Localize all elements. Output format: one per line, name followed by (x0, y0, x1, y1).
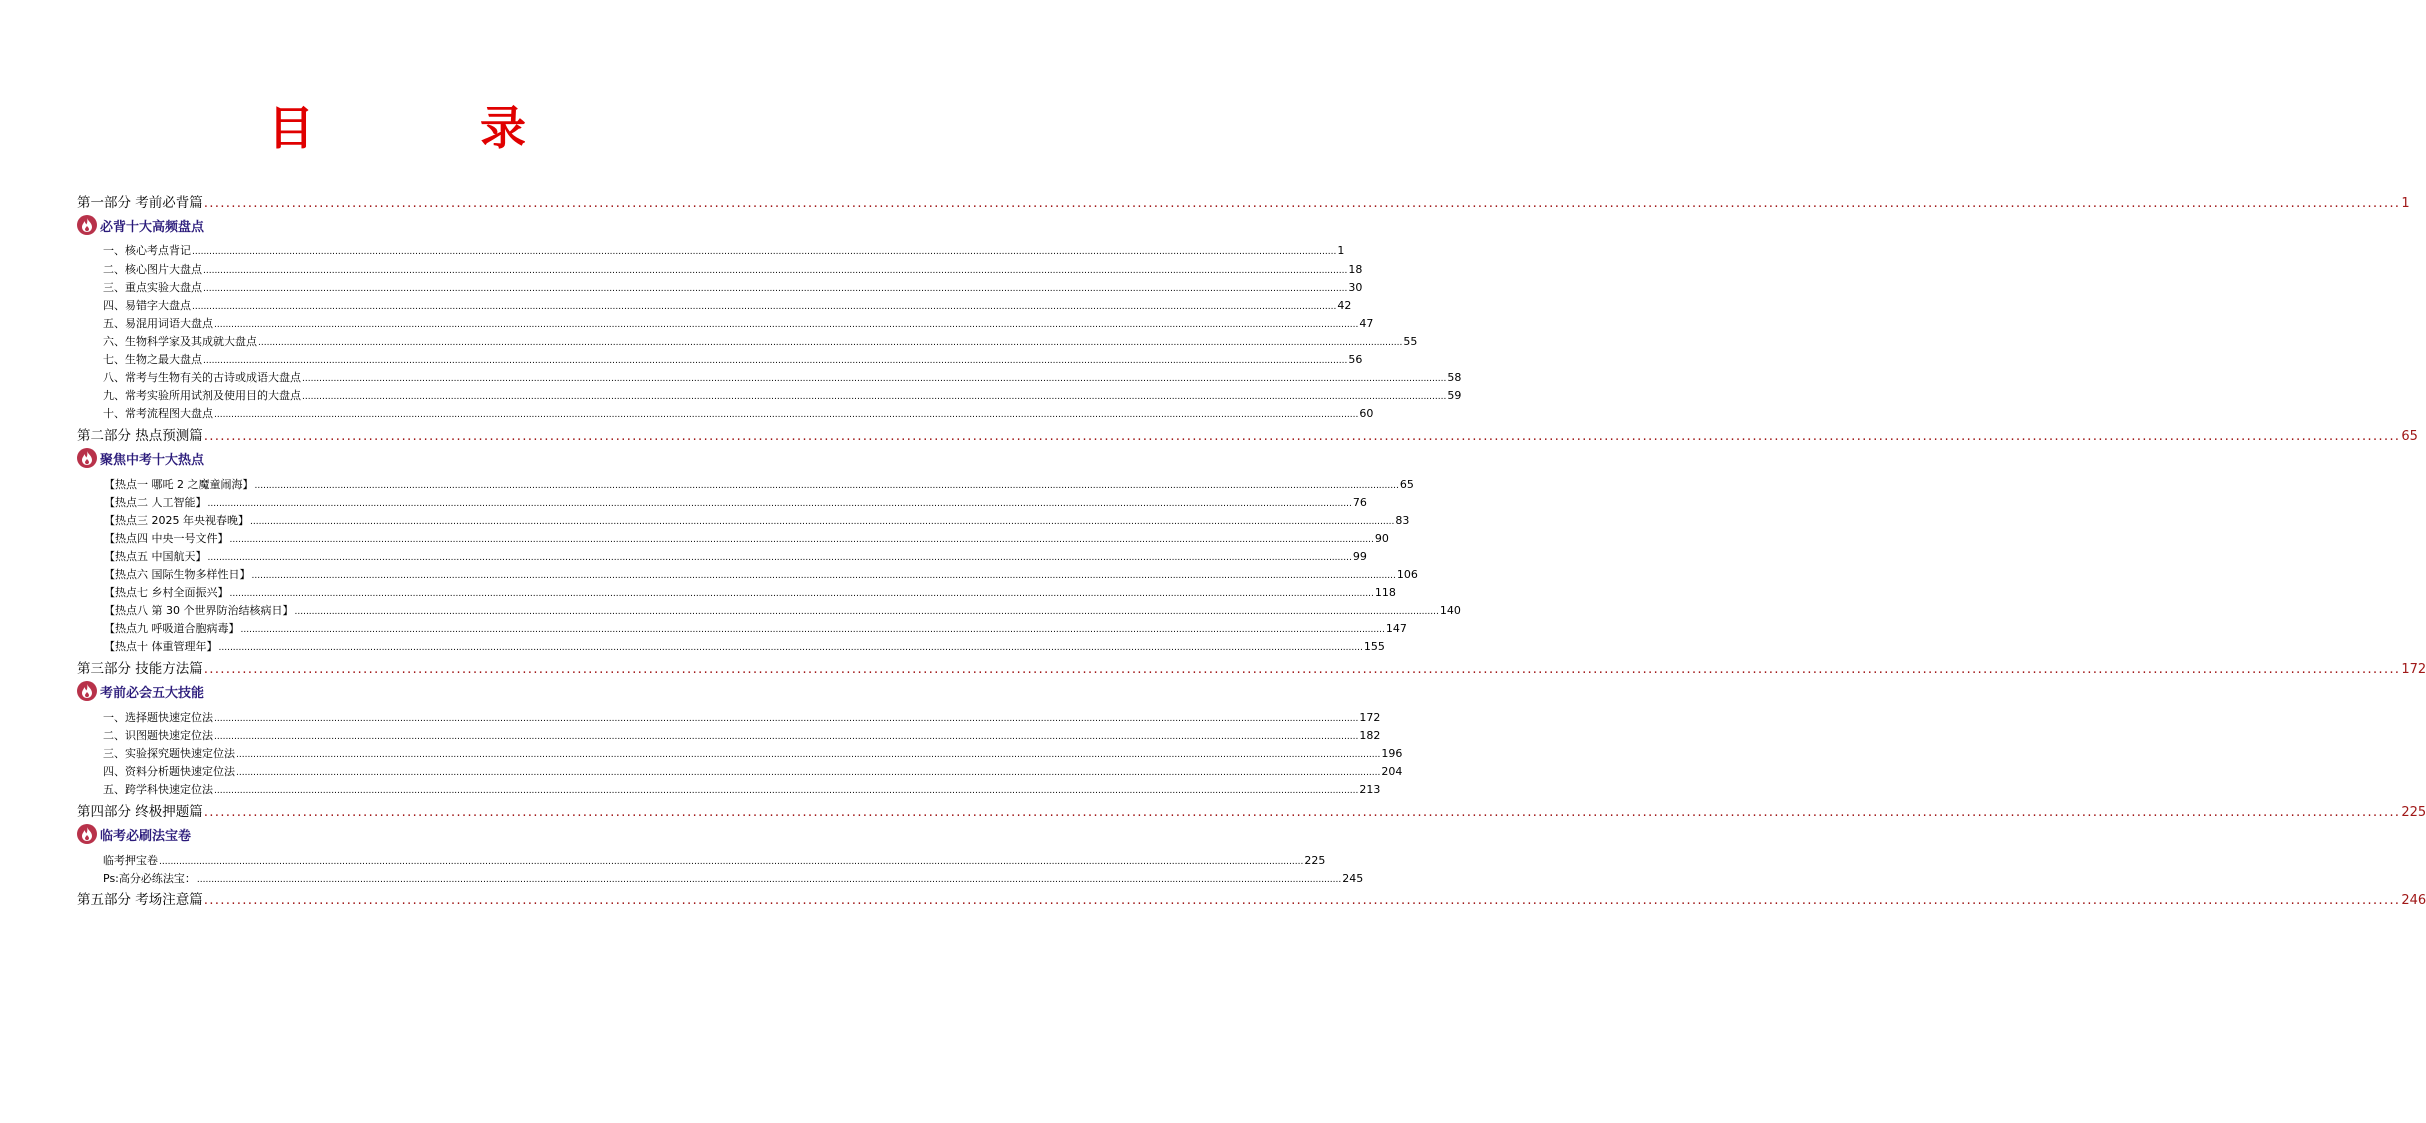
dot-leader: ................................................................................................................................................................................................................................................................................................................................................................................................................ (192, 302, 1337, 312)
toc-item-10-label: 十、常考流程图大盘点 (103, 407, 213, 420)
dot-leader: ................................................................................................................................................................................................................................................................................................................................................................................................................ (207, 553, 1352, 563)
toc-item-24[interactable] (103, 763, 1403, 779)
toc-item-22-label: 二、识图题快速定位法 (103, 729, 213, 742)
section-heading-label: 临考必刷法宝卷 (100, 828, 192, 844)
section-heading-2 (77, 447, 204, 469)
page-title: 目 录 (268, 101, 586, 155)
flame-icon (77, 215, 97, 235)
toc-item-11-page-number: 65 (1399, 478, 1414, 491)
toc-item-7-label: 七、生物之最大盘点 (103, 353, 202, 366)
toc-item-4[interactable] (103, 297, 1352, 313)
dot-leader: ................................................................................................................................................................................................................................................................................................................................................................................................................ (229, 535, 1374, 545)
toc-item-8-page-number: 58 (1447, 371, 1462, 384)
section-heading-3 (77, 680, 204, 702)
toc-part-1[interactable] (77, 191, 2410, 211)
dot-leader: ................................................................................................................................................................................................................................................................................................................................................................................................................ (229, 589, 1374, 599)
section-heading-4 (77, 823, 191, 845)
toc-item-1-label: 一、核心考点背记 (103, 244, 191, 257)
dot-leader: ................................................................................................................................................................................................................................................................................................................................................................................................................ (214, 320, 1359, 330)
toc-part-1-page-number: 1 (2401, 196, 2410, 211)
toc-item-20-page-number: 155 (1363, 640, 1385, 653)
toc-item-9-page-number: 59 (1447, 389, 1462, 402)
section-heading-label: 必背十大高频盘点 (100, 219, 205, 235)
toc-item-3-page-number: 30 (1348, 281, 1363, 294)
dot-leader: ................................................................................................................................................................................................................................................................................................................................................................................................................ (207, 499, 1352, 509)
toc-part-2-page-number: 65 (2401, 429, 2418, 444)
section-heading-label: 考前必会五大技能 (100, 685, 205, 701)
toc-item-27-page-number: 245 (1342, 872, 1364, 885)
toc-item-19-page-number: 147 (1385, 622, 1407, 635)
toc-item-14-page-number: 90 (1374, 532, 1389, 545)
toc-item-13-page-number: 83 (1395, 514, 1410, 527)
toc-item-7[interactable] (103, 351, 1363, 367)
dot-leader: ................................................................................................................................................................................................................................................................................................................................................................................................................ (203, 428, 2401, 444)
dot-leader: ................................................................................................................................................................................................................................................................................................................................................................................................................ (240, 625, 1385, 635)
toc-item-27[interactable] (103, 870, 1364, 886)
toc-item-4-label: 四、易错字大盘点 (103, 299, 191, 312)
toc-item-5-page-number: 47 (1359, 317, 1374, 330)
toc-item-16-page-number: 106 (1396, 568, 1418, 581)
section-heading-1 (77, 214, 204, 236)
dot-leader: ................................................................................................................................................................................................................................................................................................................................................................................................................ (258, 338, 1403, 348)
toc-item-16-label: 【热点六 国际生物多样性日】 (104, 568, 251, 581)
toc-item-12-page-number: 76 (1352, 496, 1367, 509)
toc-item-25-page-number: 213 (1359, 783, 1381, 796)
toc-item-18-page-number: 140 (1439, 604, 1461, 617)
dot-leader: ................................................................................................................................................................................................................................................................................................................................................................................................................ (203, 892, 2401, 908)
toc-item-23-page-number: 196 (1381, 747, 1403, 760)
toc-part-2[interactable] (77, 424, 2418, 444)
dot-leader: ................................................................................................................................................................................................................................................................................................................................................................................................................ (214, 714, 1359, 724)
dot-leader: ................................................................................................................................................................................................................................................................................................................................................................................................................ (218, 643, 1363, 653)
toc-item-1[interactable] (103, 242, 1345, 258)
dot-leader: ................................................................................................................................................................................................................................................................................................................................................................................................................ (251, 571, 1396, 581)
dot-leader: ................................................................................................................................................................................................................................................................................................................................................................................................................ (203, 266, 1348, 276)
toc-item-12-label: 【热点二 人工智能】 (104, 496, 207, 509)
toc-item-21[interactable] (103, 709, 1381, 725)
toc-item-6-page-number: 55 (1403, 335, 1418, 348)
toc-item-14[interactable] (104, 530, 1389, 546)
toc-part-3[interactable] (77, 657, 2426, 677)
toc-item-6[interactable] (103, 333, 1418, 349)
dot-leader: ................................................................................................................................................................................................................................................................................................................................................................................................................ (214, 732, 1359, 742)
toc-item-15-page-number: 99 (1352, 550, 1367, 563)
flame-icon (77, 448, 97, 468)
dot-leader: ................................................................................................................................................................................................................................................................................................................................................................................................................ (203, 661, 2401, 677)
toc-item-13[interactable] (104, 512, 1410, 528)
toc-item-6-label: 六、生物科学家及其成就大盘点 (103, 335, 257, 348)
dot-leader: ................................................................................................................................................................................................................................................................................................................................................................................................................ (250, 517, 1395, 527)
dot-leader: ................................................................................................................................................................................................................................................................................................................................................................................................................ (203, 804, 2401, 820)
toc-item-23-label: 三、实验探究题快速定位法 (103, 747, 235, 760)
toc-item-8[interactable] (103, 369, 1462, 385)
toc-part-4-label: 第四部分 终极押题篇 (77, 804, 203, 820)
toc-item-17[interactable] (104, 584, 1396, 600)
dot-leader: ................................................................................................................................................................................................................................................................................................................................................................................................................ (196, 875, 1342, 885)
toc-item-25[interactable] (103, 781, 1381, 797)
toc-part-5-label: 第五部分 考场注意篇 (77, 892, 203, 908)
toc-item-18-label: 【热点八 第 30 个世界防治结核病日】 (104, 604, 294, 617)
dot-leader: ................................................................................................................................................................................................................................................................................................................................................................................................................ (236, 768, 1381, 778)
toc-item-11-label: 【热点一 哪吒 2 之魔童闹海】 (104, 478, 254, 491)
toc-item-12[interactable] (104, 494, 1367, 510)
toc-part-1-label: 第一部分 考前必背篇 (77, 195, 203, 211)
toc-item-23[interactable] (103, 745, 1403, 761)
toc-item-26-label: 临考押宝卷 (103, 854, 158, 867)
toc-item-13-label: 【热点三 2025 年央视春晚】 (104, 514, 249, 527)
toc-part-2-label: 第二部分 热点预测篇 (77, 428, 203, 444)
toc-item-4-page-number: 42 (1337, 299, 1352, 312)
toc-item-16[interactable] (104, 566, 1418, 582)
toc-item-27-label: Ps:高分必练法宝： (103, 872, 196, 885)
dot-leader: ................................................................................................................................................................................................................................................................................................................................................................................................................ (203, 284, 1348, 294)
toc-item-15-label: 【热点五 中国航天】 (104, 550, 207, 563)
toc-item-5-label: 五、易混用词语大盘点 (103, 317, 213, 330)
toc-item-7-page-number: 56 (1348, 353, 1363, 366)
dot-leader: ................................................................................................................................................................................................................................................................................................................................................................................................................ (236, 750, 1381, 760)
toc-item-24-page-number: 204 (1381, 765, 1403, 778)
toc-item-26-page-number: 225 (1304, 854, 1326, 867)
toc-item-5[interactable] (103, 315, 1374, 331)
dot-leader: ................................................................................................................................................................................................................................................................................................................................................................................................................ (159, 857, 1304, 867)
toc-item-11[interactable] (104, 476, 1414, 492)
toc-item-2-page-number: 18 (1348, 263, 1363, 276)
dot-leader: ................................................................................................................................................................................................................................................................................................................................................................................................................ (214, 410, 1359, 420)
toc-item-26[interactable] (103, 852, 1326, 868)
toc-item-21-label: 一、选择题快速定位法 (103, 711, 213, 724)
toc-item-20-label: 【热点十 体重管理年】 (104, 640, 218, 653)
toc-item-10-page-number: 60 (1359, 407, 1374, 420)
toc-item-17-page-number: 118 (1374, 586, 1396, 599)
toc-item-21-page-number: 172 (1359, 711, 1381, 724)
toc-item-3-label: 三、重点实验大盘点 (103, 281, 202, 294)
toc-part-4-page-number: 225 (2401, 805, 2426, 820)
toc-item-22[interactable] (103, 727, 1381, 743)
toc-item-1-page-number: 1 (1337, 244, 1345, 257)
toc-item-19[interactable] (104, 620, 1407, 636)
dot-leader: ................................................................................................................................................................................................................................................................................................................................................................................................................ (203, 356, 1348, 366)
toc-item-19-label: 【热点九 呼吸道合胞病毒】 (104, 622, 240, 635)
dot-leader: ................................................................................................................................................................................................................................................................................................................................................................................................................ (203, 195, 2401, 211)
toc-item-20[interactable] (104, 638, 1385, 654)
dot-leader: ................................................................................................................................................................................................................................................................................................................................................................................................................ (214, 786, 1359, 796)
toc-item-15[interactable] (104, 548, 1367, 564)
toc-item-22-page-number: 182 (1359, 729, 1381, 742)
toc-part-5-page-number: 246 (2401, 893, 2426, 908)
flame-icon (77, 824, 97, 844)
dot-leader: ................................................................................................................................................................................................................................................................................................................................................................................................................ (192, 247, 1337, 257)
dot-leader: ................................................................................................................................................................................................................................................................................................................................................................................................................ (294, 607, 1439, 617)
toc-item-24-label: 四、资料分析题快速定位法 (103, 765, 235, 778)
toc-item-17-label: 【热点七 乡村全面振兴】 (104, 586, 229, 599)
toc-item-2[interactable] (103, 261, 1363, 277)
dot-leader: ................................................................................................................................................................................................................................................................................................................................................................................................................ (302, 374, 1447, 384)
toc-item-9-label: 九、常考实验所用试剂及使用目的大盘点 (103, 389, 301, 402)
toc-part-4[interactable] (77, 800, 2426, 820)
toc-item-10[interactable] (103, 405, 1374, 421)
dot-leader: ................................................................................................................................................................................................................................................................................................................................................................................................................ (302, 392, 1447, 402)
dot-leader: ................................................................................................................................................................................................................................................................................................................................................................................................................ (254, 481, 1399, 491)
toc-part-3-label: 第三部分 技能方法篇 (77, 661, 203, 677)
flame-icon (77, 681, 97, 701)
toc-item-25-label: 五、跨学科快速定位法 (103, 783, 213, 796)
toc-part-3-page-number: 172 (2401, 662, 2426, 677)
toc-part-5[interactable] (77, 888, 2426, 908)
toc-item-8-label: 八、常考与生物有关的古诗或成语大盘点 (103, 371, 301, 384)
toc-item-14-label: 【热点四 中央一号文件】 (104, 532, 229, 545)
toc-item-3[interactable] (103, 279, 1363, 295)
toc-item-2-label: 二、核心图片大盘点 (103, 263, 202, 276)
section-heading-label: 聚焦中考十大热点 (100, 452, 205, 468)
toc-item-9[interactable] (103, 387, 1462, 403)
toc-item-18[interactable] (104, 602, 1461, 618)
